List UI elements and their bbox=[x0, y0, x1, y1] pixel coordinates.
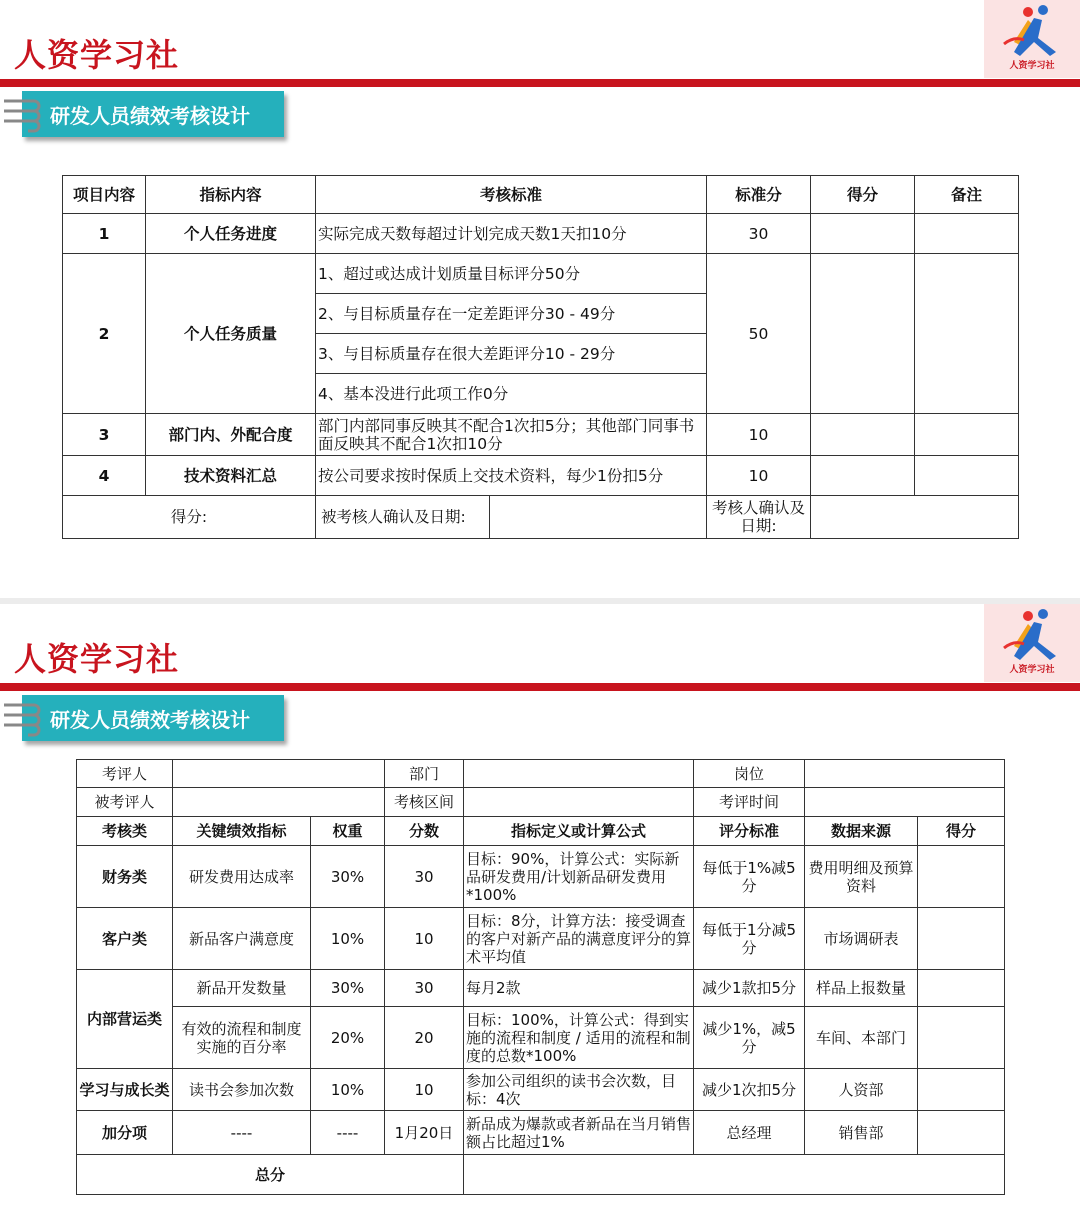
definition-cell: 每月2款 bbox=[464, 970, 694, 1007]
definition-cell: 目标：90%，计算公式：实际新品研发费用/计划新品研发费用*100% bbox=[464, 846, 694, 908]
evaluatee-label: 被考评人 bbox=[77, 788, 173, 817]
logo-text: 人资学习社 bbox=[1009, 665, 1055, 675]
score-cell bbox=[918, 970, 1005, 1007]
kpi-cell: 新品客户满意度 bbox=[173, 908, 311, 970]
footer-score-label: 得分: bbox=[63, 496, 316, 539]
evaluator-label: 考评人 bbox=[77, 760, 173, 788]
assessment-table bbox=[62, 175, 1019, 539]
definition-cell: 参加公司组织的读书会次数，目标：4次 bbox=[464, 1069, 694, 1111]
kpi-cell: 读书会参加次数 bbox=[173, 1069, 311, 1111]
brand-title: 人资学习社 bbox=[14, 36, 180, 74]
table-row bbox=[77, 1007, 1005, 1069]
table-row bbox=[77, 970, 1005, 1007]
table-row bbox=[63, 414, 1019, 456]
kpi-cell: ---- bbox=[173, 1111, 311, 1155]
table-row bbox=[63, 254, 1019, 294]
header-cell: 考核标准 bbox=[316, 176, 707, 214]
section-title: 研发人员绩效考核设计 bbox=[50, 104, 250, 128]
remark-cell bbox=[915, 456, 1019, 496]
department-label: 部门 bbox=[385, 760, 464, 788]
eval-time-label: 考评时间 bbox=[694, 788, 805, 817]
definition-cell: 新品成为爆款或者新品在当月销售额占比超过1% bbox=[464, 1111, 694, 1155]
score-cell bbox=[918, 846, 1005, 908]
criteria-cell: 4、基本没进行此项工作0分 bbox=[316, 374, 707, 414]
standard-score-cell: 50 bbox=[707, 254, 811, 414]
indicator-cell: 个人任务进度 bbox=[146, 214, 316, 254]
definition-cell: 目标：100%，计算公式：得到实施的流程和制度 / 适用的流程和制度的总数*100% bbox=[464, 1007, 694, 1069]
indicator-cell: 技术资料汇总 bbox=[146, 456, 316, 496]
kpi-cell: 新品开发数量 bbox=[173, 970, 311, 1007]
table-header-row bbox=[63, 176, 1019, 214]
standard-cell: 总经理 bbox=[694, 1111, 805, 1155]
points-cell: 30 bbox=[385, 970, 464, 1007]
info-row bbox=[77, 760, 1005, 788]
reviewer-confirm-field bbox=[811, 496, 1019, 539]
reviewer-confirm-label: 考核人确认及日期: bbox=[707, 496, 811, 539]
total-field bbox=[464, 1155, 1005, 1195]
score-cell bbox=[811, 254, 915, 414]
logo bbox=[984, 0, 1080, 78]
source-cell: 市场调研表 bbox=[805, 908, 918, 970]
header-cell: 得分 bbox=[811, 176, 915, 214]
slide-1 bbox=[0, 0, 1080, 598]
header-cell: 考核类 bbox=[77, 817, 173, 846]
criteria-cell: 2、与目标质量存在一定差距评分30 - 49分 bbox=[316, 294, 707, 334]
row-number: 3 bbox=[63, 414, 146, 456]
source-cell: 销售部 bbox=[805, 1111, 918, 1155]
position-label: 岗位 bbox=[694, 760, 805, 788]
table-row bbox=[63, 214, 1019, 254]
row-number: 2 bbox=[63, 254, 146, 414]
logo-icon bbox=[994, 2, 1070, 64]
weight-cell: 10% bbox=[311, 1069, 385, 1111]
table-row bbox=[77, 908, 1005, 970]
table-header-row bbox=[77, 817, 1005, 846]
kpi-cell: 有效的流程和制度实施的百分率 bbox=[173, 1007, 311, 1069]
footer-confirm-cell bbox=[316, 496, 707, 539]
header-cell: 得分 bbox=[918, 817, 1005, 846]
header-cell: 数据来源 bbox=[805, 817, 918, 846]
criteria-cell: 部门内部同事反映其不配合1次扣5分；其他部门同事书面反映其不配合1次扣10分 bbox=[316, 414, 707, 456]
evaluatee-field bbox=[173, 788, 385, 817]
table-footer-row bbox=[63, 496, 1019, 539]
source-cell: 费用明细及预算资料 bbox=[805, 846, 918, 908]
section-title-tab bbox=[22, 91, 284, 137]
slide-2 bbox=[0, 604, 1080, 1206]
indicator-cell: 部门内、外配合度 bbox=[146, 414, 316, 456]
total-label: 总分 bbox=[77, 1155, 464, 1195]
standard-cell: 每低于1%减5分 bbox=[694, 846, 805, 908]
standard-cell: 减少1%，减5分 bbox=[694, 1007, 805, 1069]
period-label: 考核区间 bbox=[385, 788, 464, 817]
remark-cell bbox=[915, 214, 1019, 254]
score-cell bbox=[918, 1007, 1005, 1069]
source-cell: 人资部 bbox=[805, 1069, 918, 1111]
header-bar bbox=[0, 683, 1080, 691]
category-cell: 学习与成长类 bbox=[77, 1069, 173, 1111]
section-title-tab bbox=[22, 695, 284, 741]
header-cell: 指标内容 bbox=[146, 176, 316, 214]
points-cell: 10 bbox=[385, 1069, 464, 1111]
brand-title: 人资学习社 bbox=[14, 640, 180, 678]
score-cell bbox=[918, 908, 1005, 970]
logo bbox=[984, 604, 1080, 682]
weight-cell: ---- bbox=[311, 1111, 385, 1155]
category-cell: 财务类 bbox=[77, 846, 173, 908]
reviewee-confirm-field bbox=[490, 496, 706, 538]
period-field bbox=[464, 788, 694, 817]
standard-cell: 减少1次扣5分 bbox=[694, 1069, 805, 1111]
row-number: 1 bbox=[63, 214, 146, 254]
eval-time-field bbox=[805, 788, 1005, 817]
score-cell bbox=[811, 214, 915, 254]
table-row bbox=[77, 846, 1005, 908]
standard-score-cell: 10 bbox=[707, 456, 811, 496]
criteria-cell: 3、与目标质量存在很大差距评分10 - 29分 bbox=[316, 334, 707, 374]
standard-score-cell: 30 bbox=[707, 214, 811, 254]
category-cell: 客户类 bbox=[77, 908, 173, 970]
table-row bbox=[63, 456, 1019, 496]
logo-icon bbox=[994, 606, 1070, 668]
category-cell: 内部营运类 bbox=[77, 970, 173, 1069]
points-cell: 30 bbox=[385, 846, 464, 908]
table-row bbox=[77, 1111, 1005, 1155]
total-row bbox=[77, 1155, 1005, 1195]
criteria-cell: 按公司要求按时保质上交技术资料，每少1份扣5分 bbox=[316, 456, 707, 496]
weight-cell: 10% bbox=[311, 908, 385, 970]
header-cell: 评分标准 bbox=[694, 817, 805, 846]
remark-cell bbox=[915, 414, 1019, 456]
indicator-cell: 个人任务质量 bbox=[146, 254, 316, 414]
row-number: 4 bbox=[63, 456, 146, 496]
score-cell bbox=[918, 1111, 1005, 1155]
weight-cell: 30% bbox=[311, 970, 385, 1007]
criteria-cell: 1、超过或达成计划质量目标评分50分 bbox=[316, 254, 707, 294]
score-cell bbox=[918, 1069, 1005, 1111]
header-bar bbox=[0, 79, 1080, 87]
score-cell bbox=[811, 456, 915, 496]
source-cell: 样品上报数量 bbox=[805, 970, 918, 1007]
reviewee-confirm-label: 被考核人确认及日期: bbox=[316, 496, 490, 538]
weight-cell: 20% bbox=[311, 1007, 385, 1069]
points-cell: 20 bbox=[385, 1007, 464, 1069]
standard-score-cell: 10 bbox=[707, 414, 811, 456]
standard-cell: 每低于1分减5分 bbox=[694, 908, 805, 970]
header-cell: 权重 bbox=[311, 817, 385, 846]
binder-rings-icon bbox=[2, 93, 48, 133]
evaluator-field bbox=[173, 760, 385, 788]
logo-text: 人资学习社 bbox=[1009, 61, 1055, 71]
category-cell: 加分项 bbox=[77, 1111, 173, 1155]
source-cell: 车间、本部门 bbox=[805, 1007, 918, 1069]
definition-cell: 目标：8分，计算方法：接受调查的客户对新产品的满意度评分的算术平均值 bbox=[464, 908, 694, 970]
remark-cell bbox=[915, 254, 1019, 414]
header-cell: 指标定义或计算公式 bbox=[464, 817, 694, 846]
points-cell: 10 bbox=[385, 908, 464, 970]
header-cell: 关键绩效指标 bbox=[173, 817, 311, 846]
points-cell: 1月20日 bbox=[385, 1111, 464, 1155]
header-cell: 分数 bbox=[385, 817, 464, 846]
binder-rings-icon bbox=[2, 697, 48, 737]
kpi-table bbox=[76, 759, 1005, 1195]
position-field bbox=[805, 760, 1005, 788]
header-cell: 标准分 bbox=[707, 176, 811, 214]
section-title: 研发人员绩效考核设计 bbox=[50, 708, 250, 732]
standard-cell: 减少1款扣5分 bbox=[694, 970, 805, 1007]
header-cell: 备注 bbox=[915, 176, 1019, 214]
department-field bbox=[464, 760, 694, 788]
info-row bbox=[77, 788, 1005, 817]
table-row bbox=[77, 1069, 1005, 1111]
weight-cell: 30% bbox=[311, 846, 385, 908]
criteria-cell: 实际完成天数每超过计划完成天数1天扣10分 bbox=[316, 214, 707, 254]
score-cell bbox=[811, 414, 915, 456]
kpi-cell: 研发费用达成率 bbox=[173, 846, 311, 908]
header-cell: 项目内容 bbox=[63, 176, 146, 214]
